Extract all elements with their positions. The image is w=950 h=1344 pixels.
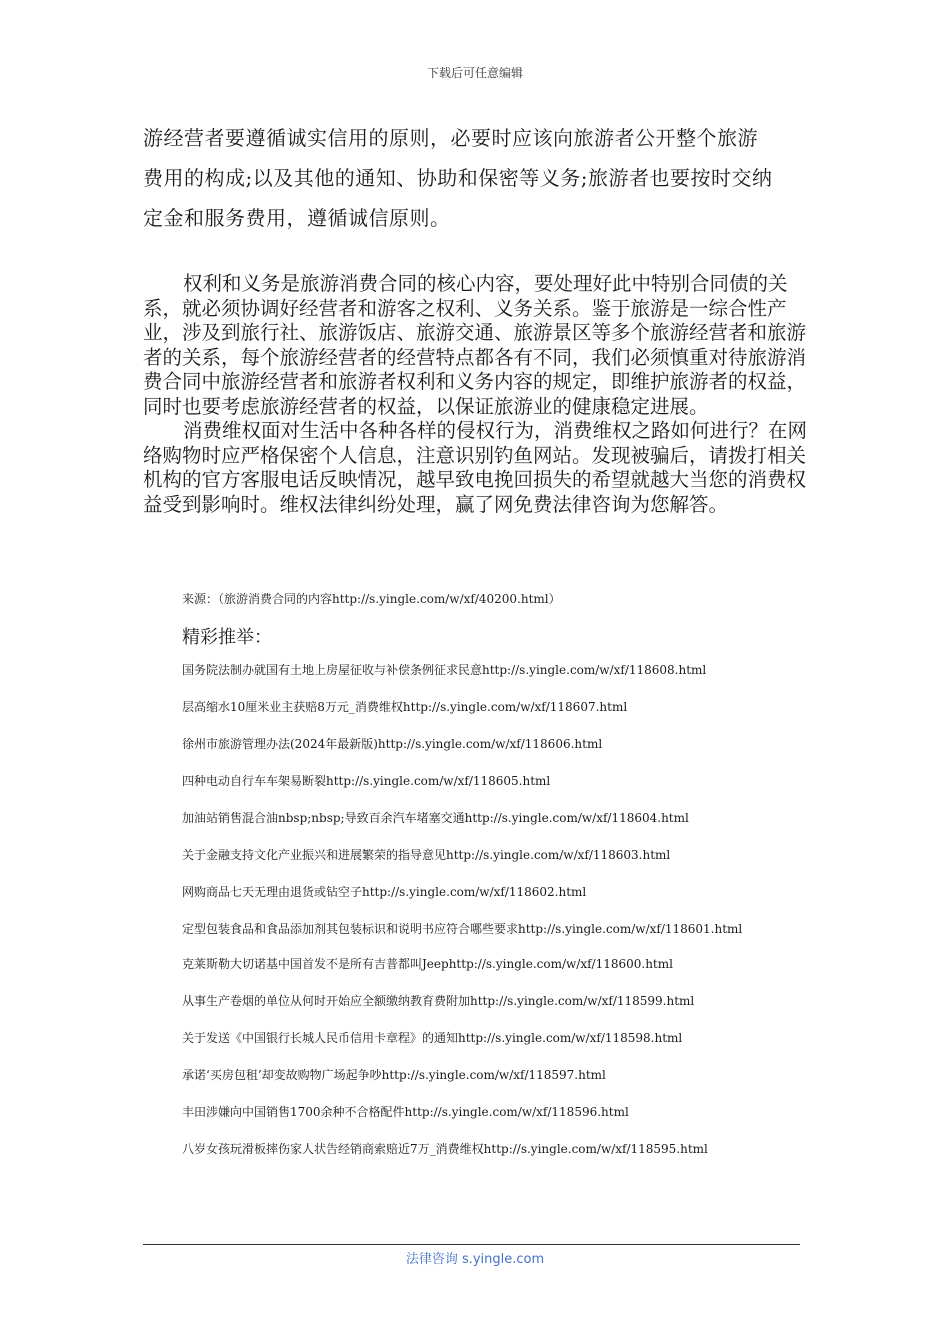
recommend-link[interactable]: 网购商品七天无理由退货或钻空子http://s.yingle.com/w/xf/118602.html — [182, 885, 587, 899]
intro-line: 游经营者要遵循诚实信用的原则，必要时应该向旅游者公开整个旅游 — [143, 126, 758, 150]
source-line: 来源：（旅游消费合同的内容http://s.yingle.com/w/xf/40200.html） — [182, 592, 561, 606]
recommend-link[interactable]: 关于发送《中国银行长城人民币信用卡章程》的通知http://s.yingle.com/w/xf/118598.html — [182, 1031, 683, 1045]
intro-line: 定金和服务费用，遵循诚信原则。 — [143, 206, 451, 230]
recommend-title: 精彩推举： — [182, 627, 272, 648]
recommend-link[interactable]: 加油站销售混合油nbsp;nbsp;导致百余汽车堵塞交通http://s.yingle.com/w/xf/118604.html — [182, 811, 689, 825]
page-footer[interactable]: 法律咨询 s.yingle.com — [405, 1252, 545, 1267]
body-paragraph-consumer: 消费维权面对生活中各种各样的侵权行为，消费维权之路如何进行？在网络购物时应严格保密个人信息，注意识别钓鱼网站。发现被骗后，请拨打相关机构的官方客服电话反映情况，越早致电挽回损失的希望就越大当您的消费权益受到影响时。维权法律纠纷处理，赢了网免费法律咨询为您解答。 — [143, 419, 808, 516]
recommend-list — [143, 661, 813, 1175]
recommend-link[interactable]: 层高缩水10厘米业主获赔8万元_消费维权http://s.yingle.com/w/xf/118607.html — [182, 700, 628, 714]
recommend-link[interactable]: 四种电动自行车车架易断裂http://s.yingle.com/w/xf/118605.html — [182, 774, 551, 788]
intro-paragraph — [143, 118, 813, 238]
recommend-link[interactable]: 国务院法制办就国有土地上房屋征收与补偿条例征求民意http://s.yingle.com/w/xf/118608.html — [182, 663, 707, 677]
body-paragraph-rights: 权利和义务是旅游消费合同的核心内容，要处理好此中特别合同债的关系，就必须协调好经营者和游客之权利、义务关系。鉴于旅游是一综合性产业，涉及到旅行社、旅游饭店、旅游交通、旅游景区等多个旅游经营者和旅游者的关系，每个旅游经营者的经营特点都各有不同，我们必须慎重对待旅游消费合同中旅游经营者和旅游者权利和义务内容的规定，即维护旅游者的权益，同时也要考虑旅游经营者的权益，以保证旅游业的健康稳定进展。 — [143, 272, 807, 418]
recommend-link[interactable]: 关于金融支持文化产业振兴和进展繁荣的指导意见http://s.yingle.com/w/xf/118603.html — [182, 848, 671, 862]
recommend-link[interactable]: 克莱斯勒大切诺基中国首发不是所有吉普都叫Jeephttp://s.yingle.com/w/xf/118600.html — [182, 957, 673, 971]
recommend-link[interactable]: 定型包装食品和食品添加剂其包装标识和说明书应符合哪些要求http://s.yingle.com/w/xf/118601.html — [182, 922, 743, 936]
recommend-link[interactable]: 徐州市旅游管理办法(2024年最新版)http://s.yingle.com/w/xf/118606.html — [182, 737, 603, 751]
page-header: 下载后可任意编辑 — [426, 66, 523, 80]
footer-divider — [143, 1244, 800, 1245]
recommend-link[interactable]: 八岁女孩玩滑板摔伤家人状告经销商索赔近7万_消费维权http://s.yingle.com/w/xf/118595.html — [182, 1142, 708, 1156]
intro-line: 费用的构成;以及其他的通知、协助和保密等义务;旅游者也要按时交纳 — [143, 166, 773, 190]
recommend-link[interactable]: 承诺‘买房包租’却变故购物广场起争吵http://s.yingle.com/w/xf/118597.html — [182, 1068, 606, 1082]
article-body — [143, 272, 813, 517]
recommend-link[interactable]: 从事生产卷烟的单位从何时开始应全额缴纳教育费附加http://s.yingle.com/w/xf/118599.html — [182, 994, 695, 1008]
recommend-link[interactable]: 丰田涉嫌向中国销售1700余种不合格配件http://s.yingle.com/w/xf/118596.html — [182, 1105, 629, 1119]
